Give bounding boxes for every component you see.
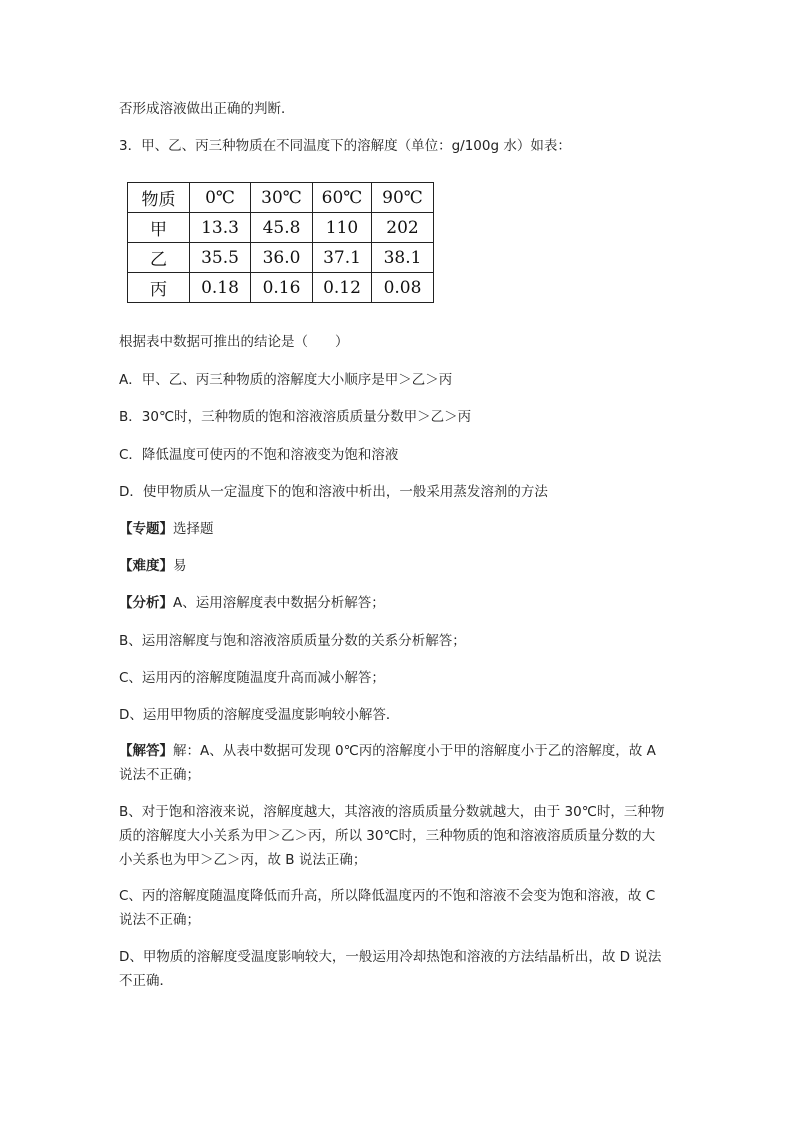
analysis-d: D、运用甲物质的溶解度受温度影响较小解答． [119,707,400,723]
analysis-first: A、运用溶解度表中数据分析解答； [173,595,385,611]
answer-a [119,739,679,787]
table-cell: 202 [372,213,434,243]
answer-c-line2: 说法不正确； [119,912,200,928]
difficulty-tag: 【难度】 [119,558,173,574]
table-cell: 35.5 [190,243,251,273]
answer-b [119,800,679,872]
analysis-b: B、运用溶解度与饱和溶液溶质质量分数的关系分析解答； [119,633,466,649]
option-c: C．降低温度可使丙的不饱和溶液变为饱和溶液 [119,447,399,463]
table-cell: 0.18 [190,273,251,303]
difficulty-text: 易 [173,558,187,574]
question-text: 3．甲、乙、丙三种物质在不同温度下的溶解度（单位：g/100g 水）如表： [119,138,571,154]
answer-d-line2: 不正确． [119,973,173,989]
answer-d-line1: D、甲物质的溶解度受温度影响较大，一般运用冷却热饱和溶液的方法结晶析出，故 D 说法 [119,949,662,965]
table-cell: 乙 [128,243,190,273]
topic-line [119,520,214,538]
analysis-c: C、运用丙的溶解度随温度升高而减小解答； [119,670,385,686]
table-cell: 45.8 [251,213,313,243]
analysis-line [119,594,385,612]
option-d: D．使甲物质从一定温度下的饱和溶液中析出，一般采用蒸发溶剂的方法 [119,484,548,500]
table-cell: 甲 [128,213,190,243]
solubility-table [127,182,434,303]
answer-a-line1: 解：A、从表中数据可发现 0℃丙的溶解度小于甲的溶解度小于乙的溶解度，故 A [173,743,656,759]
table-row [128,243,434,273]
table-header-cell: 90℃ [372,183,434,213]
topic-text: 选择题 [173,521,214,537]
table-cell: 36.0 [251,243,313,273]
table-cell: 0.12 [313,273,372,303]
table-header-cell: 0℃ [190,183,251,213]
difficulty-line [119,557,187,575]
answer-a-line2: 说法不正确； [119,767,200,783]
analysis-tag: 【分析】 [119,595,173,611]
option-a: A．甲、乙、丙三种物质的溶解度大小顺序是甲＞乙＞丙 [119,372,453,388]
table-cell: 0.16 [251,273,313,303]
answer-b-line2: 质的溶解度大小关系为甲＞乙＞丙，所以 30℃时，三种物质的饱和溶液溶质质量分数的大 [119,828,656,844]
answer-b-line1: B、对于饱和溶液来说，溶解度越大，其溶液的溶质质量分数就越大，由于 30℃时，三种物 [119,804,665,820]
table-cell: 37.1 [313,243,372,273]
answer-d [119,945,679,993]
answer-c-line1: C、丙的溶解度随温度降低而升高，所以降低温度丙的不饱和溶液不会变为饱和溶液，故 C [119,888,656,904]
table-header-row [128,183,434,213]
table-cell: 0.08 [372,273,434,303]
question-prompt: 根据表中数据可推出的结论是（ ） [119,334,349,350]
table-row [128,213,434,243]
intro-line: 否形成溶液做出正确的判断． [119,101,295,117]
topic-tag: 【专题】 [119,521,173,537]
table-header-cell: 60℃ [313,183,372,213]
answer-c [119,884,679,932]
table-header-cell: 物质 [128,183,190,213]
answer-tag: 【解答】 [119,743,173,759]
table-row [128,273,434,303]
answer-b-line3: 小关系也为甲＞乙＞丙，故 B 说法正确； [119,852,367,868]
table-cell: 38.1 [372,243,434,273]
table-cell: 丙 [128,273,190,303]
option-b: B．30℃时，三种物质的饱和溶液溶质质量分数甲＞乙＞丙 [119,409,472,425]
table-cell: 110 [313,213,372,243]
table-header-cell: 30℃ [251,183,313,213]
table-cell: 13.3 [190,213,251,243]
